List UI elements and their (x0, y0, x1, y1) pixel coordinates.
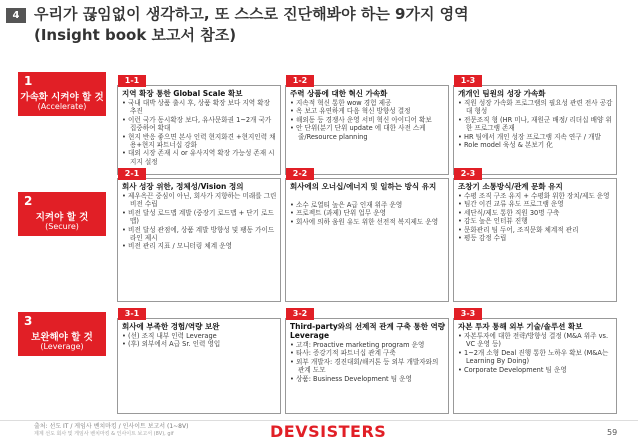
list-item: • HR 팀에서 개인 성장 프로그램 지속 연구 / 개발 (458, 133, 614, 141)
list-item: • 고객: Proactive marketing program 운영 (290, 341, 446, 349)
row-english: (Leverage) (40, 342, 84, 351)
list-item: • 회사에 의하 움원 유도 위한 선전적 복지제도 운영 (290, 218, 446, 226)
cell-title: 회사 성장 위한, 정체성/Vision 정의 (122, 182, 244, 191)
cell-tag: 1-2 (286, 75, 314, 87)
list-item: • 이런 국가 동시확장 보다, 유사문화권 1~2개 국가 집중하여 확대 (122, 116, 278, 133)
row-label-leverage (18, 312, 106, 356)
list-item: • 프로젝트 (과제) 단위 업무 운영 (290, 209, 446, 217)
cell-2-1 (117, 169, 281, 302)
row-number: 3 (24, 314, 33, 328)
list-item: • (선) 조직 내부 인력 Leverage (122, 332, 278, 340)
list-item: • 비전 달성 관점에, 상품 계발 방향성 및 팽동 가이드라인 제시 (122, 226, 278, 243)
list-item: • 지속적 혁신 통한 wow 경험 제공 (290, 99, 446, 107)
list-item: • Role model 육성 & 본보기 化 (458, 141, 614, 149)
cell-tag: 2-3 (454, 168, 482, 180)
list-item: • 안 단위(분기 단위 update 에 대한 사전 스케줄/Resource planning (290, 124, 446, 141)
cell-items (290, 341, 446, 383)
cell-tag: 1-1 (118, 75, 146, 87)
row-name: 가속화 시켜야 할 것 (20, 92, 104, 103)
cell-items (122, 99, 278, 166)
list-item: • 국내 대박 상품 출시 후, 상품 확장 보다 지역 확장 추진 (122, 99, 278, 116)
list-item: • 팀간 이견 교류 유도 프로그램 운영 (458, 200, 614, 208)
list-item: • 비전 관리 지표 / 모니터링 체계 운영 (122, 242, 278, 250)
cell-title: 주력 상품에 대한 혁신 가속화 (290, 89, 388, 98)
devsisters-logo: DEVSISTERS (270, 422, 387, 441)
cell-1-2 (285, 76, 449, 175)
list-item: • 해외동 등 경쟁사 운영 서비 혁신 아이디어 확보 (290, 116, 446, 124)
page-number: 59 (607, 428, 618, 437)
cell-1-3 (453, 76, 617, 175)
list-item: • 대외 시장 존재 시 or 유사지역 확장 가능성 존재 시 지지 설정 (122, 149, 278, 166)
row-number: 2 (24, 194, 33, 208)
row-number: 1 (24, 74, 33, 88)
cell-1-1 (117, 76, 281, 175)
list-item: • 타사: 증강기적 파트너십 관계 구축 (290, 349, 446, 357)
cell-items (458, 332, 614, 374)
list-item: • 전문조직 형 (HR 미나, 재원군 배정/ 리더십 배양 위한 프로그램 존재 (458, 116, 614, 133)
cell-title: 지역 확장 통한 Global Scale 확보 (122, 89, 243, 98)
list-item: • 수평 조직 구조 유지 + 수평화 위한 장치/제도 운영 (458, 192, 614, 200)
cell-tag: 3-1 (118, 308, 146, 320)
cell-items (290, 99, 446, 141)
list-item: • 상품: Business Development 팀 운영 (290, 375, 446, 383)
cell-2-2 (285, 169, 449, 302)
cell-2-3 (453, 169, 617, 302)
cell-title: 자본 투자 통해 외부 기술/솔루션 확보 (458, 322, 583, 331)
cell-3-3 (453, 309, 617, 414)
footer-source: 출처: 선도 IT / 게임사 벤치마킹 / 인사이트 보고서 (1~8V) (34, 423, 189, 430)
list-item: • 문화관리 팀 두어, 조직문화 체계적 관리 (458, 226, 614, 234)
list-item: • 외부 개발자: 경진대회/해커톤 등 외부 개발자와의 관계 도모 (290, 358, 446, 375)
cell-title: 회사에 부족한 경험/역량 보완 (122, 322, 220, 331)
list-item: • 1~2개 소형 Deal 진행 통한 노하우 확보 (M&A는 Learning By Doing) (458, 349, 614, 366)
cell-title: 조창기 소통방식/관계 문화 유지 (458, 182, 563, 191)
list-item: • 옥 보고 유연하게 다음 혁신 방향성 결정 (290, 107, 446, 115)
row-english: (Accelerate) (37, 102, 87, 111)
cell-items (458, 99, 614, 149)
list-item: • 자본투자에 대한 전략/방향성 결정 (M&A 위주 vs. VC 운영 등) (458, 332, 614, 349)
list-item: • 감도 높은 인터뷰 진행 (458, 217, 614, 225)
cell-tag: 2-2 (286, 168, 314, 180)
cell-title: 회사에의 오너십/에너지 및 일하는 방식 유지 (290, 182, 437, 191)
cell-title: Third-party와의 선제적 관계 구축 통한 역량 Leverage (290, 322, 446, 340)
row-english: (Secure) (45, 222, 79, 231)
row-label-secure (18, 192, 106, 236)
cell-3-1 (117, 309, 281, 414)
cell-tag: 3-3 (454, 308, 482, 320)
list-item: • 소수 로열티 높은 A급 인재 위주 운영 (290, 201, 446, 209)
row-label-accelerate (18, 72, 106, 116)
footer-note: 제계 선도 회사 및 게임사 벤치마킹 & 인사이트 보고서 (8V), gif (34, 431, 174, 437)
cell-tag: 3-2 (286, 308, 314, 320)
cell-items (290, 201, 446, 226)
row-name: 보완해야 할 것 (31, 332, 93, 343)
cell-items (122, 332, 278, 349)
page-subtitle: (Insight book 보고서 참조) (34, 26, 237, 44)
page-title: 우리가 끊임없이 생각하고, 또 스스로 진단해봐야 하는 9가지 영역 (34, 5, 469, 23)
cell-3-2 (285, 309, 449, 414)
list-item: • (후) 외부에서 A급 Sr. 인력 영입 (122, 340, 278, 348)
list-item: • 직원 성장 가속화 프로그램의 필요성 관련 전사 공감대 형성 (458, 99, 614, 116)
cell-items (458, 192, 614, 242)
list-item: • 평등 감정 수립 (458, 234, 614, 242)
list-item: • 비전 달성 로드맵 계발 (중장기 로드맵 + 단기 로드맵) (122, 209, 278, 226)
slide-number-badge: 4 (6, 8, 26, 23)
list-item: • Corporate Development 팀 운영 (458, 366, 614, 374)
list-item: • 제우옥끈 중심이 아닌, 회사가 지향하는 미래를 그린 비전 수립 (122, 192, 278, 209)
cell-items (122, 192, 278, 251)
cell-title: 개개인 팀원의 성장 가속화 (458, 89, 546, 98)
list-item: • 세단식/제도 통한 직원 30명 구축 (458, 209, 614, 217)
cell-tag: 2-1 (118, 168, 146, 180)
row-name: 지켜야 할 것 (35, 212, 89, 223)
cell-tag: 1-3 (454, 75, 482, 87)
list-item: • 현지 반응 좋으면 본사 인력 현지화견 +현지인력 채용+현지 파트너십 강화 (122, 133, 278, 150)
